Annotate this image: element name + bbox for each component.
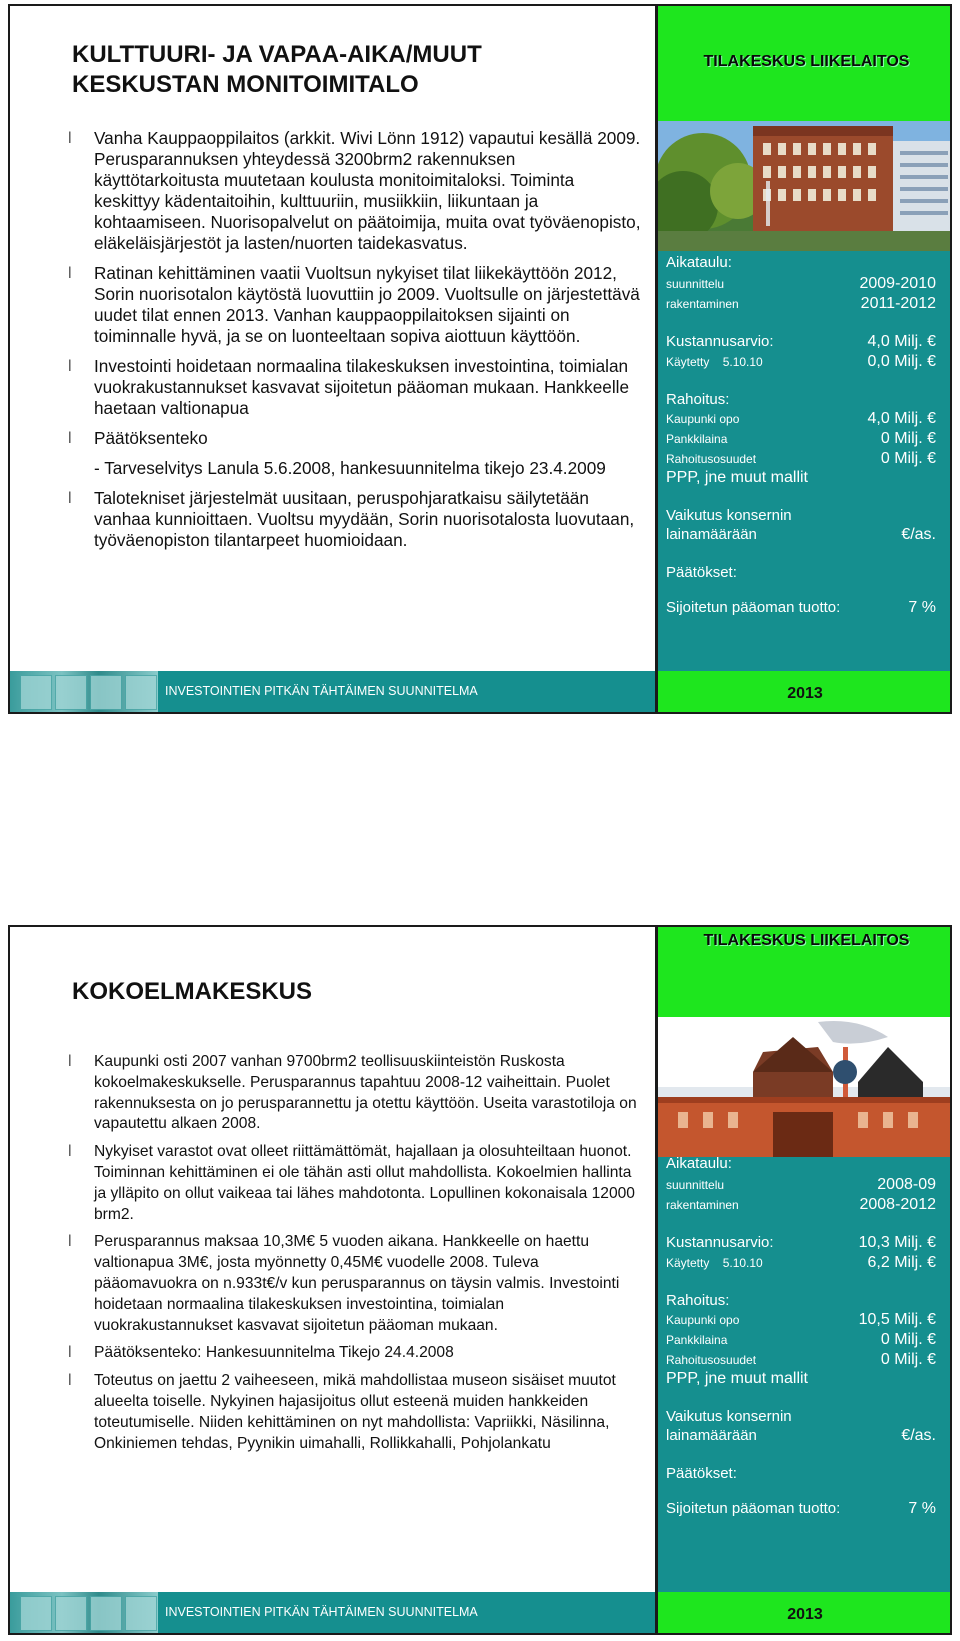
planning-value: 2008-09 [877,1176,936,1193]
slide-content [10,927,655,1592]
info-panel [655,6,952,671]
city-funding-label: Kaupunki opo [666,1313,740,1327]
slide-footer [10,671,950,712]
slide-footer [10,1592,950,1633]
bank-loan-label: Pankkilaina [666,432,728,446]
funding-shares-value: 0 Milj. € [880,450,936,467]
bullet-marker: l [68,1143,72,1161]
bullet-text: Perusparannus maksaa 10,3M€ 5 vuoden aikana. Hankkeelle on haettu valtionapua 3M€, josta myönnetty 0,45M€ vuodelle 2008. Tuleva pääomavuokra on n.933t€/v kun perusparannus on täysin valmis. Investointi hoidetaan normaalina tilakeskuksen investointina, toimialan vuokrakustannukset kasvavat sijoitetun pääoman mukaan. [94,1233,620,1334]
impact-value: €/as. [901,526,936,543]
bullet-text: Päätöksenteko [94,428,208,448]
bullet-item [68,428,643,449]
city-funding-value: 10,5 Milj. € [858,1311,936,1328]
footer-text: INVESTOINTIEN PITKÄN TÄHTÄIMEN SUUNNITELMA [165,1605,478,1619]
roi-row [666,1500,936,1518]
footer-bar [10,671,655,712]
spent-value: 6,2 Milj. € [867,1254,936,1271]
bullet-text: Päätöksenteko: Hankesuunnitelma Tikejo 24.4.2008 [94,1344,454,1362]
decisions-heading: Päätökset: [666,564,737,581]
construction-row [666,1196,936,1214]
impact-row [666,1427,936,1445]
impact-value: €/as. [901,1427,936,1444]
construction-value: 2011-2012 [860,295,936,312]
cost-estimate-row [666,333,936,351]
planning-value: 2009-2010 [859,275,936,292]
header-box [658,6,952,121]
footer-year-box [655,1592,952,1633]
bank-loan-value: 0 Milj. € [880,1331,936,1348]
cost-estimate-label: Kustannusarvio: [666,333,774,350]
bullet-item [68,1142,643,1225]
bank-loan-row [666,1331,936,1349]
spent-label: Käytetty 5.10.10 [666,355,763,369]
bullet-text: - Tarveselvitys Lanula 5.6.2008, hankesuunnitelma tikejo 23.4.2009 [94,458,606,478]
spent-row [666,1254,936,1272]
footer-bar [10,1592,655,1633]
bank-loan-value: 0 Milj. € [880,430,936,447]
bullet-marker: l [68,490,72,507]
funding-shares-label: Rahoitusosuudet [666,1353,757,1367]
project-info [666,1155,936,1518]
bullet-marker: l [68,130,72,147]
planning-row [666,1176,936,1194]
footer-text: INVESTOINTIEN PITKÄN TÄHTÄIMEN SUUNNITELMA [165,684,478,698]
bullet-list [68,1052,643,1461]
impact-label-1: Vaikutus konsernin [666,1408,792,1425]
planning-label: suunnittelu [666,277,725,291]
schedule-heading: Aikataulu: [666,1155,732,1172]
city-funding-value: 4,0 Milj. € [867,410,936,427]
roi-value: 7 % [908,599,936,616]
bullet-item [68,1343,643,1364]
info-panel [655,927,952,1592]
footer-thumbnails [10,671,158,712]
bullet-item [68,1052,643,1135]
building-photo [658,1017,952,1157]
funding-shares-value: 0 Milj. € [880,1351,936,1368]
building-photo [658,121,952,251]
impact-row [666,526,936,544]
organization-header: TILAKESKUS LIIKELAITOS [703,932,910,949]
bullet-marker: l [68,1344,72,1362]
decisions-heading: Päätökset: [666,1465,737,1482]
bank-loan-label: Pankkilaina [666,1333,728,1347]
impact-label-1: Vaikutus konsernin [666,507,792,524]
bullet-list [68,128,643,560]
bank-loan-row [666,430,936,448]
footer-year: 2013 [787,685,823,702]
bullet-subitem [68,458,643,479]
roi-label: Sijoitetun pääoman tuotto: [666,1500,841,1517]
planning-row [666,275,936,293]
ppp-label: PPP, jne muut mallit [666,1370,808,1387]
slide-title: KULTTUURI- JA VAPAA-AIKA/MUUT KESKUSTAN MONITOIMITALO [72,41,482,98]
bullet-item [68,128,643,254]
bullet-item [68,263,643,347]
city-funding-row [666,1311,936,1329]
footer-thumbnails [10,1592,158,1633]
funding-shares-row [666,450,936,468]
spent-row [666,353,936,371]
header-box [658,927,952,1017]
slide-content [10,6,655,671]
construction-label: rakentaminen [666,1198,739,1212]
cost-estimate-value: 10,3 Milj. € [858,1234,936,1251]
bullet-item [68,488,643,551]
planning-label: suunnittelu [666,1178,725,1192]
bullet-text: Talotekniset järjestelmät uusitaan, peruspohjaratkaisu säilytetään vanhaa kunnioittaen. Vuoltsu myydään, Sorin nuorisotalosta luovutaan, työväenopiston tilantarpeet huomioidaan. [94,488,635,550]
footer-year-box [655,671,952,712]
bullet-marker: l [68,1053,72,1070]
bullet-marker: l [68,358,72,375]
roi-row [666,599,936,617]
ppp-label: PPP, jne muut mallit [666,469,808,486]
construction-row [666,295,936,313]
cost-estimate-row [666,1234,936,1252]
bullet-text: Kaupunki osti 2007 vanhan 9700brm2 teollisuuskiinteistön Ruskosta kokoelmakeskukselle. Perusparannus tapahtuu 2008-12 vaiheittain. Puolet rakennuksesta on jo perusparannettu ja otettu käyttöön. Useita varastotiloja on vapautettu alkaen 2008. [94,1053,637,1133]
funding-heading: Rahoitus: [666,391,730,408]
bullet-marker: l [68,430,72,447]
bullet-item [68,1371,643,1454]
footer-year: 2013 [787,1606,823,1623]
spent-value: 0,0 Milj. € [867,353,936,370]
schedule-heading: Aikataulu: [666,254,732,271]
roi-value: 7 % [908,1500,936,1517]
funding-heading: Rahoitus: [666,1292,730,1309]
city-funding-row [666,410,936,428]
cost-estimate-value: 4,0 Milj. € [867,333,936,350]
construction-label: rakentaminen [666,297,739,311]
organization-header: TILAKESKUS LIIKELAITOS [703,53,910,70]
bullet-text: Toteutus on jaettu 2 vaiheeseen, mikä mahdollistaa museon sisäiset muutot alueelta toiselle. Nykyinen hajasijoitus ollut esteenä muiden hankkeiden toteutumiselle. Niiden kehittäminen on nyt mahdollista: Vapriikki, Näsilinna, Onkiniemen tehdas, Pyynikin uimahalli, Rollikkahalli, Pohjolankatu [94,1372,616,1452]
city-funding-label: Kaupunki opo [666,412,740,426]
bullet-text: Vanha Kauppaoppilaitos (arkkit. Wivi Lönn 1912) vapautui kesällä 2009. Perusparannuksen yhteydessä 3200brm2 rakennuksen käyttötarkoitusta muutetaan koulusta monitoimitaloksi. Toiminta keskittyy kädentaitoihin, kulttuuriin, musiikkiin, liikuntaan ja kohtaamiseen. Nuorisopalvelut on päätoimija, muita ovat työväenopisto, eläkeläisjärjestöt ja lasten/nuorten taidekasvatus. [94,128,641,253]
slide-title: KOKOELMAKESKUS [72,978,313,1005]
bullet-marker: l [68,1372,72,1390]
bullet-item [68,356,643,419]
bullet-text: Investointi hoidetaan normaalina tilakeskuksen investointina, toimialan vuokrakustannukset kasvavat sijoitetun pääoman mukaan. Hankkeelle haetaan valtionapua [94,356,630,418]
project-info [666,254,936,617]
bullet-item [68,1232,643,1336]
impact-label-2: lainamäärään [666,526,757,543]
bullet-text: Ratinan kehittäminen vaatii Vuoltsun nykyiset tilat liikekäyttöön 2012, Sorin nuorisotalon käytöstä luovuttiin jo 2009. Vuoltsulle on järjestettävä uudet tilat ennen 2013. Vanhan kauppaoppilaitoksen sijainti on toiminnalle hyvä, ja se on luonteeltaan sopiva aiottuun käyttöön. [94,263,640,346]
cost-estimate-label: Kustannusarvio: [666,1234,774,1251]
bullet-marker: l [68,1233,72,1251]
impact-label-2: lainamäärään [666,1427,757,1444]
slide-kokoelmakeskus [8,925,952,1635]
bullet-text: Nykyiset varastot ovat olleet riittämättömät, hajallaan ja olosuhteiltaan huonot. Toiminnan kehittäminen ei ole tähän asti ollut mahdollista. Kokoelmien hallinta ja ylläpito on ollut vaikeaa tai lähes mahdotonta. Lopullinen kokonaisala 12000 brm2. [94,1143,635,1223]
construction-value: 2008-2012 [859,1196,936,1213]
roi-label: Sijoitetun pääoman tuotto: [666,599,841,616]
funding-shares-label: Rahoitusosuudet [666,452,757,466]
funding-shares-row [666,1351,936,1369]
slide-monitoimitalo [8,4,952,714]
bullet-marker: l [68,265,72,282]
spent-label: Käytetty 5.10.10 [666,1256,763,1270]
